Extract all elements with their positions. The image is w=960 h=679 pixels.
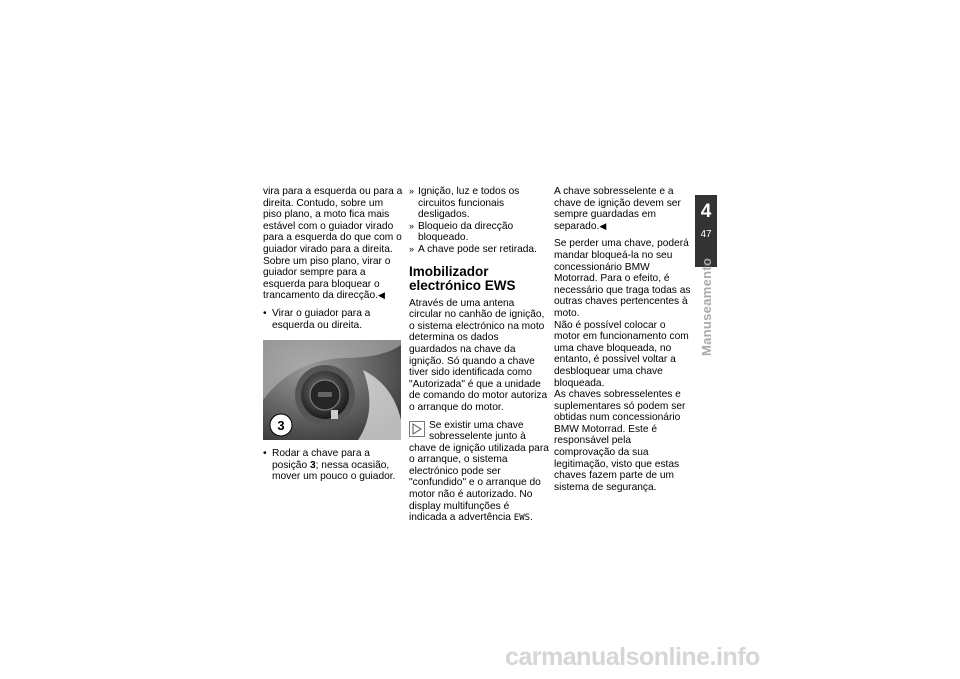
bullet-item: • Virar o guiador para a esquerda ou direita. [263, 308, 403, 331]
chapter-tab [695, 195, 717, 267]
ews-code: EWS [513, 513, 531, 524]
column-right [554, 186, 694, 493]
page-number: 47 [700, 229, 712, 240]
result-marker: » [409, 243, 415, 254]
paragraph: Se perder uma chave, poderá mandar bloqueá-la no seu concessionário BMW Motorrad. Para o efeito, é necessário que traga todas as outras chaves pertencentes à moto. [554, 238, 691, 319]
result-marker: » [409, 186, 415, 196]
paragraph: Sobre um piso plano, virar o guiador sempre para a esquerda para bloquear o trancamento da direcção.◀ [263, 255, 391, 302]
paragraph: vira para a esquerda ou para a direita. Contudo, sobre um piso plano, a moto fica mais estável com o guiador virado para a esquerda do que com o guiador virado para a direita. [263, 186, 403, 255]
chapter-title: Manuseamento [699, 257, 714, 356]
paragraph: A chave sobresselente e a chave de ignição devem ser sempre guardadas em separado.◀ [554, 186, 681, 232]
result-item: » A chave pode ser retirada. [409, 243, 537, 255]
end-mark-icon: ◀ [377, 290, 385, 301]
result-item: » Ignição, luz e todos os circuitos funcionais desligados. [409, 186, 520, 221]
paragraph: Não é possível colocar o motor em funcionamento com uma chave bloqueada, no entanto, é possível voltar a desbloquear uma chave bloqueada. [554, 319, 689, 389]
paragraph: Através de uma antena circular no canhão de ignição, o sistema electrónico na moto determina os dados guardados na chave da ignição. Só quando a chave tiver sido identificada como "Autorizada" é que a unidade de comando do motor autoriza o arranque do motor. [409, 297, 548, 413]
section-heading: Imobilizador electrónico EWS [409, 263, 516, 294]
paragraph: As chaves sobresselentes e suplementares só podem ser obtidas num concessionário BMW Motorrad. Este é responsável pela comprovação da sua legitimação, visto que estas chaves fazem parte de um sistema de segurança. [554, 389, 686, 493]
watermark: carmanualsonline.info [505, 643, 760, 671]
column-left [263, 186, 403, 483]
note: Se existir uma chave sobresselente junto à chave de ignição utilizada para o arranque, o sistema electrónico pode ser "confundido" e o arranque do motor não é autorizado. No display multifunções é indicada a advertência EWS. [409, 419, 549, 524]
end-mark-icon: ◀ [599, 220, 607, 231]
note-triangle-icon [409, 421, 425, 437]
ignition-lock-photo [263, 340, 401, 440]
result-marker: » [409, 220, 415, 231]
chapter-number: 4 [700, 201, 712, 222]
result-item: » Bloqueio da direcção bloqueado. [409, 220, 514, 244]
bullet-item: • Rodar a chave para a posição 3; nessa ocasião, mover um pouco o guiador. [263, 448, 403, 483]
column-middle [409, 186, 549, 525]
figure-label: 3 [277, 418, 285, 434]
